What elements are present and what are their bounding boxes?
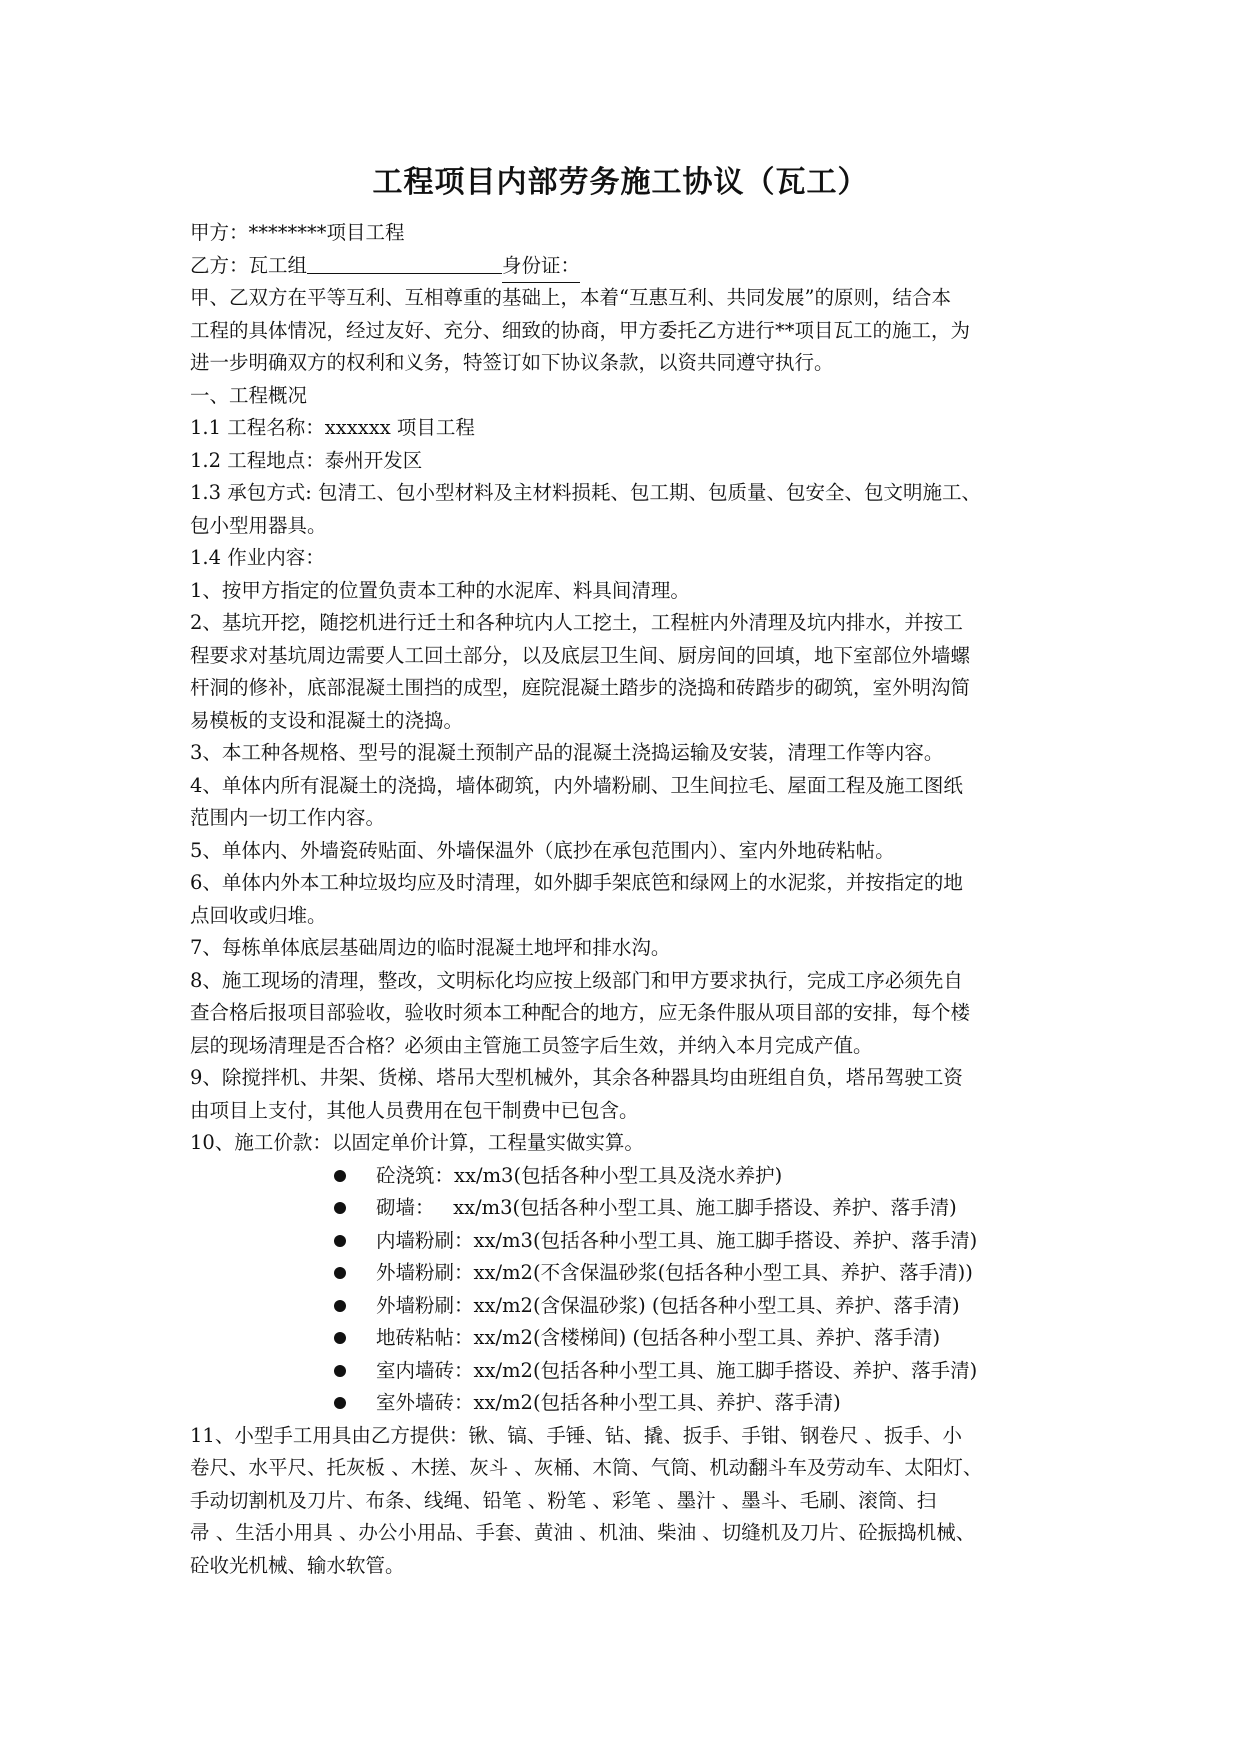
work-item-11: [190, 1420, 1070, 1583]
price-item: 砌墙： xx/m3(包括各种小型工具、施工脚手搭设、养护、落手清): [190, 1192, 1070, 1225]
text-line: 6、单体内外本工种垃圾均应及时清理，如外脚手架底笆和绿网上的水泥浆，并按指定的地: [190, 871, 963, 894]
intro-paragraph: [190, 282, 1070, 380]
text-line: 2、基坑开挖，随挖机进行迁土和各种坑内人工挖土，工程桩内外清理及坑内排水，并按工: [190, 611, 963, 634]
bullet-icon: [334, 1300, 346, 1312]
text-line: 杆洞的修补，底部混凝土围挡的成型，庭院混凝土踏步的浇捣和砖踏步的砌筑，室外明沟简: [190, 676, 971, 699]
text-line: 1、按甲方指定的位置负责本工种的水泥库、料具间清理。: [190, 578, 690, 602]
bullet-icon: [334, 1170, 346, 1182]
bullet-icon: [334, 1332, 346, 1344]
text-line: 9、除搅拌机、井架、货梯、塔吊大型机械外，其余各种器具均由班组自负，塔吊驾驶工资: [190, 1066, 963, 1089]
price-item: 外墙粉刷：xx/m2(不含保温砂浆(包括各种小型工具、养护、落手清)): [190, 1257, 1070, 1290]
bullet-icon: [334, 1267, 346, 1279]
text-line: 进一步明确双方的权利和义务，特签订如下协议条款，以资共同遵守执行。: [190, 351, 834, 374]
work-content-heading: 1.4 作业内容：: [190, 546, 325, 569]
party-b-name-blank: [307, 255, 502, 274]
text-line: 工程的具体情况，经过友好、充分、细致的协商，甲方委托乙方进行**项目瓦工的施工，为: [190, 318, 971, 342]
work-item-2: [190, 607, 1070, 737]
document-body: [190, 217, 1070, 1582]
bullet-icon: [334, 1235, 346, 1247]
party-a-line: 甲方：********项目工程: [190, 221, 405, 244]
party-b-id-label: 身份证：: [502, 250, 580, 284]
party-b-line: [190, 250, 1070, 283]
text-line: 帚 、生活小用具 、办公小用品、手套、黄油 、机油、柴油 、切缝机及刀片、砼振捣机械、: [190, 1521, 976, 1544]
work-item-3: [190, 737, 1070, 770]
text-line: 包小型用器具。: [190, 513, 327, 537]
text-line: 程要求对基坑周边需要人工回土部分，以及底层卫生间、厨房间的回填，地下室部位外墙螺: [190, 643, 971, 667]
price-item: 室外墙砖：xx/m2(包括各种小型工具、养护、落手清): [190, 1387, 1070, 1420]
work-item-8: [190, 965, 1070, 1063]
party-b-label: 乙方：瓦工组: [190, 253, 308, 277]
text-line: 手动切割机及刀片、布条、线绳、铅笔 、粉笔 、彩笔 、墨汁 、墨斗、毛刷、滚筒、扫: [190, 1488, 937, 1512]
price-item: 室内墙砖：xx/m2(包括各种小型工具、施工脚手搭设、养护、落手清): [190, 1355, 1070, 1388]
work-item-6: [190, 867, 1070, 932]
text-line: 点回收或归堆。: [190, 903, 327, 927]
text-line: 5、单体内、外墙瓷砖贴面、外墙保温外（底抄在承包范围内）、室内外地砖粘帖。: [190, 838, 895, 862]
text-line: 易模板的支设和混凝土的浇捣。: [190, 708, 464, 732]
bullet-icon: [334, 1365, 346, 1377]
text-line: 层的现场清理是否合格？必须由主管施工员签字后生效，并纳入本月完成产值。: [190, 1033, 873, 1057]
text-line: 砼收光机械、输水软管。: [190, 1553, 405, 1577]
price-item: 内墙粉刷：xx/m3(包括各种小型工具、施工脚手搭设、养护、落手清): [190, 1225, 1070, 1258]
text-line: 4、单体内所有混凝土的浇捣，墙体砌筑，内外墙粉刷、卫生间拉毛、屋面工程及施工图纸: [190, 773, 963, 797]
contract-method: [190, 477, 1070, 542]
bullet-icon: [334, 1397, 346, 1409]
text-line: 甲、乙双方在平等互利、互相尊重的基础上，本着“互惠互利、共同发展”的原则，结合本: [190, 286, 951, 309]
text-line: 10、施工价款：以固定单价计算，工程量实做实算。: [190, 1131, 644, 1154]
section-heading: 一、工程概况: [190, 383, 308, 407]
document-title: 工程项目内部劳务施工协议（瓦工）: [372, 165, 869, 200]
work-item-9: [190, 1062, 1070, 1127]
price-item: 砼浇筑：xx/m3(包括各种小型工具及浇水养护): [190, 1160, 1070, 1193]
price-item: 外墙粉刷：xx/m2(含保温砂浆) (包括各种小型工具、养护、落手清): [190, 1290, 1070, 1323]
work-item-1: [190, 575, 1070, 608]
work-item-10: [190, 1127, 1070, 1160]
price-item: 地砖粘帖：xx/m2(含楼梯间) (包括各种小型工具、养护、落手清): [190, 1322, 1070, 1355]
text-line: 8、施工现场的清理，整改，文明标化均应按上级部门和甲方要求执行，完成工序必须先自: [190, 968, 963, 992]
text-line: 由项目上支付，其他人员费用在包干制费中已包含。: [190, 1098, 639, 1122]
text-line: 范围内一切工作内容。: [190, 806, 386, 829]
bullet-icon: [334, 1202, 346, 1214]
work-item-4: [190, 770, 1070, 835]
text-line: 7、每栋单体底层基础周边的临时混凝土地坪和排水沟。: [190, 936, 671, 959]
work-item-7: [190, 932, 1070, 965]
text-line: 卷尺、水平尺、托灰板 、木搓、灰斗 、灰桶、木筒、气筒、机动翻斗车及劳动车、太阳灯、: [190, 1456, 983, 1479]
work-item-5: [190, 835, 1070, 868]
text-line: 1.3 承包方式: 包清工、包小型材料及主材料损耗、包工期、包质量、包安全、包文明施工、: [190, 481, 981, 504]
text-line: 11、小型手工用具由乙方提供：锹、镐、手锤、钻、撬、扳手、手钳、钢卷尺 、扳手、小: [190, 1423, 963, 1447]
project-name: 1.1 工程名称：xxxxxx 项目工程: [190, 416, 475, 439]
text-line: 3、本工种各规格、型号的混凝土预制产品的混凝土浇捣运输及安装，清理工作等内容。: [190, 741, 944, 764]
project-location: 1.2 工程地点：泰州开发区: [190, 448, 423, 472]
text-line: 查合格后报项目部验收，验收时须本工种配合的地方，应无条件服从项目部的安排，每个楼: [190, 1001, 971, 1024]
price-list: [190, 1160, 1070, 1420]
